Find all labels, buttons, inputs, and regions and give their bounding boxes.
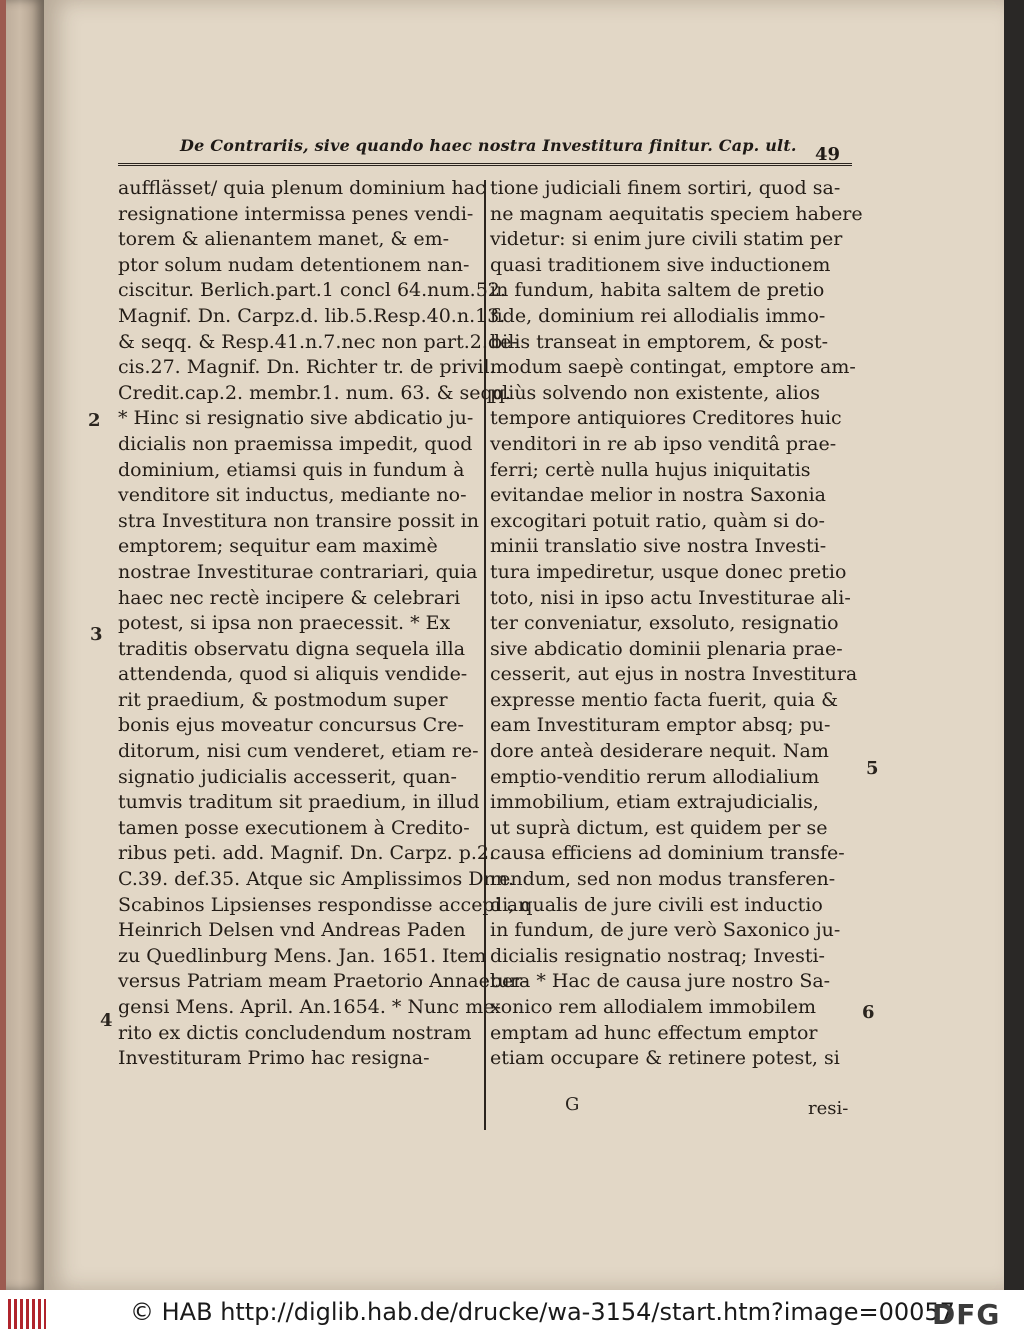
running-head: De Contrariis, sive quando haec nostra Investitura finitur. Cap. ult. xyxy=(180,136,797,155)
text-line: minii translatio sive nostra Investi- xyxy=(490,535,827,558)
text-line: etiam occupare & retinere potest, si xyxy=(490,1047,840,1070)
text-line: bilis transeat in emptorem, & post- xyxy=(490,330,829,353)
text-line: di, qualis de jure civili est inductio xyxy=(490,893,823,916)
text-line: aufflässet/ quia plenum dominium hac xyxy=(118,177,486,199)
text-line: Investituram Primo hac resigna- xyxy=(118,1047,430,1070)
text-line: * Hinc si resignatio sive abdicatio ju- xyxy=(118,407,474,430)
margin-number-3: 3 xyxy=(90,624,103,645)
text-line: & seqq. & Resp.41.n.7.nec non part.2.de- xyxy=(118,330,518,353)
text-line: nostrae Investiturae contrariari, quia xyxy=(118,560,478,583)
text-line: tura impediretur, usque donec pretio xyxy=(490,560,847,583)
text-line: dicialis non praemissa impedit, quod xyxy=(118,432,473,455)
text-line: emptorem; sequitur eam maximè xyxy=(118,535,438,558)
text-line: ptor solum nudam detentionem nan- xyxy=(118,253,470,276)
text-line: signatio judicialis accesserit, quan- xyxy=(118,765,457,788)
text-line: C.39. def.35. Atque sic Amplissimos Dnn. xyxy=(118,868,515,891)
text-line: rito ex dictis concludendum nostram xyxy=(118,1021,472,1044)
text-line: ut suprà dictum, est quidem per se xyxy=(490,816,828,839)
text-line: Magnif. Dn. Carpz.d. lib.5.Resp.40.n.13. xyxy=(118,304,506,327)
text-line: emptio-venditio rerum allodialium xyxy=(490,765,820,788)
text-line: in fundum, de jure verò Saxonico ju- xyxy=(490,919,841,942)
text-line: ne magnam aequitatis speciem habere xyxy=(490,202,863,225)
page-edge-stain xyxy=(0,0,6,1290)
text-line: in fundum, habita saltem de pretio xyxy=(490,279,825,302)
text-line: Heinrich Delsen vnd Andreas Paden xyxy=(118,919,466,942)
text-line: tumvis traditum sit praedium, in illud xyxy=(118,791,480,814)
text-line: excogitari potuit ratio, quàm si do- xyxy=(490,509,825,532)
text-line: attendenda, quod si aliquis vendide- xyxy=(118,663,468,686)
page-number: 49 xyxy=(815,144,841,165)
dfg-logo: DFG xyxy=(932,1298,1001,1331)
margin-number-4: 4 xyxy=(100,1010,113,1031)
text-line: sive abdicatio dominii plenaria prae- xyxy=(490,637,843,660)
left-text-column xyxy=(118,176,531,1072)
text-line: expresse mentio facta fuerit, quia & xyxy=(490,688,839,711)
text-line: dore anteà desiderare nequit. Nam xyxy=(490,740,829,763)
text-line: dicialis resignatio nostraq; Investi- xyxy=(490,944,825,967)
text-line: cesserit, aut ejus in nostra Investitura xyxy=(490,663,858,686)
scan-border xyxy=(1004,0,1024,1290)
copyright-link[interactable]: © HAB http://diglib.hab.de/drucke/wa-3154/start.htm?image=00057 xyxy=(130,1298,955,1326)
text-line: immobilium, etiam extrajudicialis, xyxy=(490,791,819,814)
text-line: zu Quedlinburg Mens. Jan. 1651. Item xyxy=(118,944,487,967)
barcode-icon xyxy=(8,1299,46,1329)
text-line: pliùs solvendo non existente, alios xyxy=(490,381,820,404)
header-rule xyxy=(118,163,852,166)
text-line: tempore antiquiores Creditores huic xyxy=(490,407,842,430)
margin-number-5: 5 xyxy=(866,758,879,779)
text-line: cis.27. Magnif. Dn. Richter tr. de privil. xyxy=(118,356,496,379)
text-line: stra Investitura non transire possit in xyxy=(118,509,479,532)
text-line: ter conveniatur, exsoluto, resignatio xyxy=(490,612,839,635)
text-line: potest, si ipsa non praecessit. * Ex xyxy=(118,612,451,635)
text-line: eam Investituram emptor absq; pu- xyxy=(490,714,831,737)
text-line: Scabinos Lipsienses respondisse accepi an xyxy=(118,893,531,916)
text-line: versus Patriam meam Praetorio Annaeber- xyxy=(118,970,529,993)
text-line: Credit.cap.2. membr.1. num. 63. & seqq. xyxy=(118,381,511,404)
text-line: torem & alienantem manet, & em- xyxy=(118,228,450,251)
text-line: venditore sit inductus, mediante no- xyxy=(118,484,467,507)
text-line: toto, nisi in ipso actu Investiturae ali- xyxy=(490,586,851,609)
text-line: venditori in re ab ipso venditâ prae- xyxy=(490,432,837,455)
text-line: fide, dominium rei allodialis immo- xyxy=(490,304,826,327)
text-line: xonico rem allodialem immobilem xyxy=(490,996,816,1018)
text-line: videtur: si enim jure civili statim per xyxy=(490,228,843,251)
text-line: emptam ad hunc effectum emptor xyxy=(490,1021,818,1044)
text-line: modum saepè contingat, emptore am- xyxy=(490,356,856,379)
margin-number-6: 6 xyxy=(862,1002,875,1023)
right-text-column xyxy=(490,176,863,1072)
text-line: tione judiciali finem sortiri, quod sa- xyxy=(490,177,841,199)
catchword: resi- xyxy=(808,1098,849,1119)
text-line: bonis ejus moveatur concursus Cre- xyxy=(118,714,464,737)
text-line: ciscitur. Berlich.part.1 concl 64.num.52. xyxy=(118,279,506,302)
text-line: quasi traditionem sive inductionem xyxy=(490,253,831,276)
facing-page-edge xyxy=(0,0,44,1290)
text-line: ferri; certè nulla hujus iniquitatis xyxy=(490,458,811,481)
text-line: resignatione intermissa penes vendi- xyxy=(118,202,474,225)
text-line: traditis observatu digna sequela illa xyxy=(118,637,466,660)
text-line: tamen posse executionem à Credito- xyxy=(118,816,470,839)
text-line: evitandae melior in nostra Saxonia xyxy=(490,484,827,507)
text-line: ditorum, nisi cum venderet, etiam re- xyxy=(118,740,479,763)
signature-mark: G xyxy=(565,1094,580,1115)
text-line: haec nec rectè incipere & celebrari xyxy=(118,586,461,609)
text-line: causa efficiens ad dominium transfe- xyxy=(490,842,845,865)
text-line: tura * Hac de causa jure nostro Sa- xyxy=(490,970,831,993)
text-line: dominium, etiamsi quis in fundum à xyxy=(118,458,465,481)
text-line: rit praedium, & postmodum super xyxy=(118,688,448,711)
text-line: gensi Mens. April. An.1654. * Nunc me- xyxy=(118,996,501,1018)
footer-bar xyxy=(0,1290,1024,1337)
text-line: rendum, sed non modus transferen- xyxy=(490,868,836,891)
text-line: ribus peti. add. Magnif. Dn. Carpz. p.2. xyxy=(118,842,496,865)
margin-number-2: 2 xyxy=(88,410,101,431)
